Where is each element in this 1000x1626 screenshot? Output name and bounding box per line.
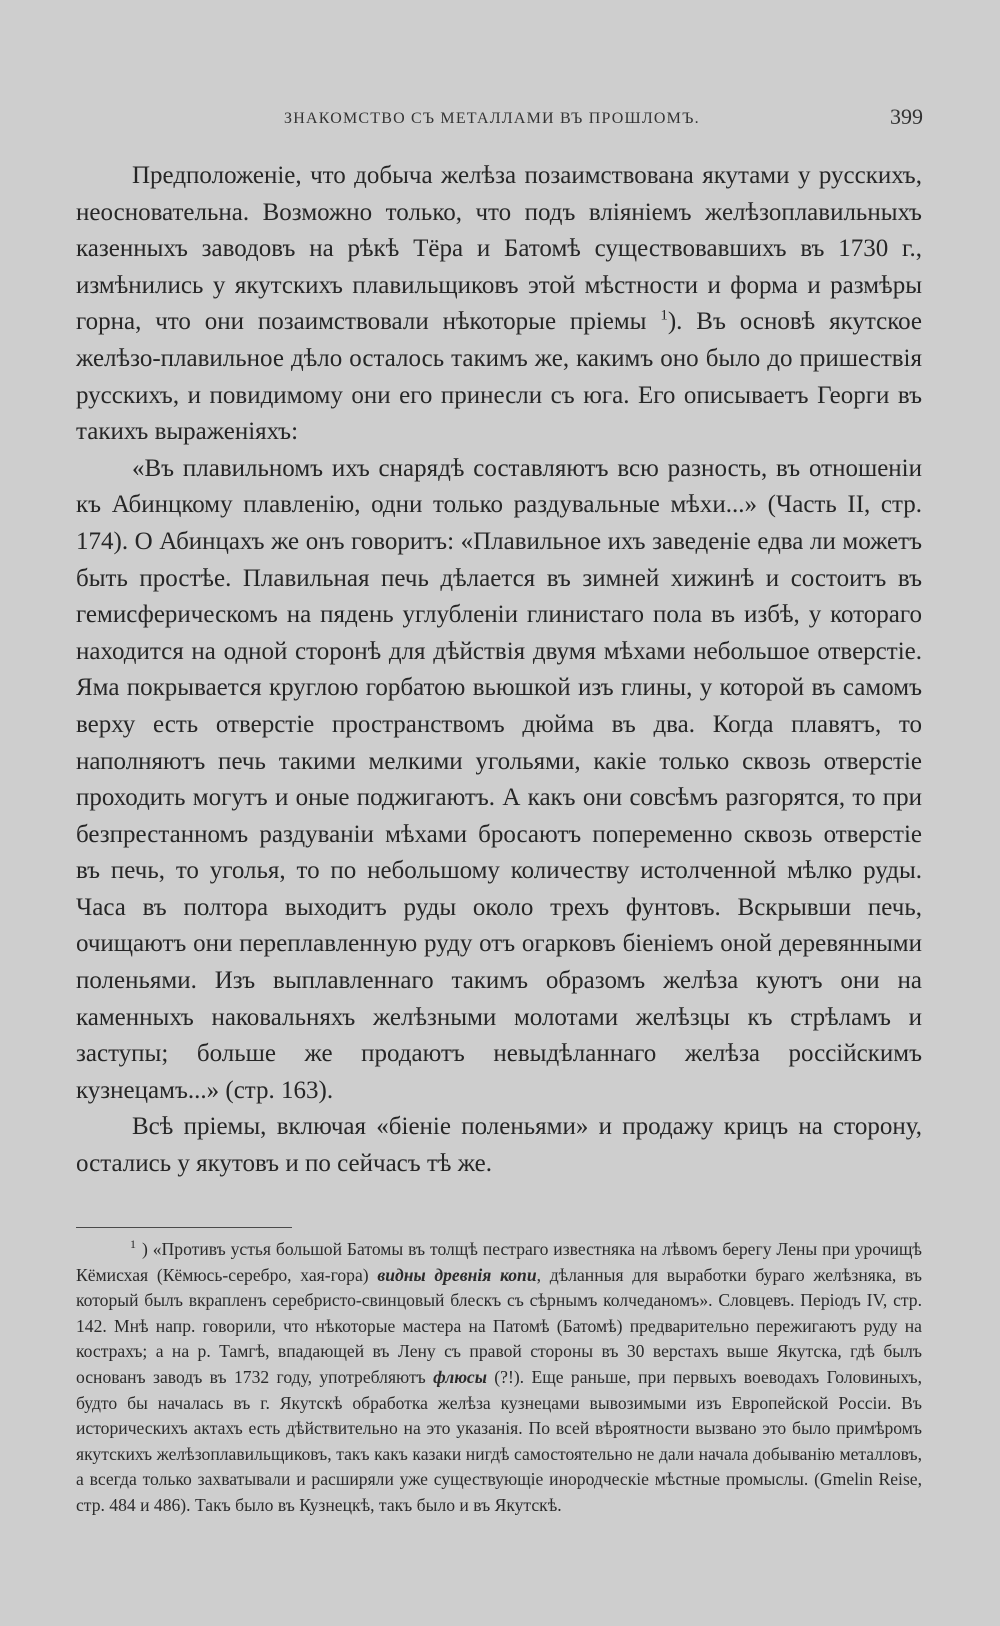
paragraph-1-part-a: Предположеніе, что добыча желѣза позаимствована якутами у русскихъ, неосновательна. Возможно только, что подъ вліяніемъ желѣзоплавильныхъ казенныхъ заводовъ на рѣкѣ Тёра и Батомѣ существовавшихъ въ 1730 г., измѣнились у якутскихъ плавильщиковъ этой мѣстности и форма и размѣры горна, что они позаимствовали нѣкоторые пріемы xyxy=(76,162,922,336)
paragraph-1-part-b: ). Въ основѣ якутское желѣзо-плавильное дѣло осталось такимъ же, какимъ оно было до пришествія русскихъ, и повидимому они его принесли съ юга. Его описываетъ Георги въ такихъ выраженіяхъ: xyxy=(76,308,922,446)
footnote-1 xyxy=(76,1237,922,1519)
footnote-text-c: (?!). Еще раньше, при первыхъ воеводахъ Головиныхъ, будто бы началась въ г. Якутскѣ обработка желѣза кузнецами вывозимыми изъ Европейской Россіи. Въ историческихъ актахъ есть дѣйствительно на это указанія. По всей вѣроятности вызвано это было примѣромъ якутскихъ желѣзоплавильщиковъ, такъ какъ казаки нигдѣ самостоятельно не дали начала добыванію металловъ, а всегда только захватывали и расширяли уже существующіе инородческіе мѣстные промыслы. (Gmelin Reise, стр. 484 и 486). Такъ было въ Кузнецкѣ, такъ было и въ Якутскѣ. xyxy=(76,1366,922,1515)
footnotes xyxy=(76,1237,922,1519)
footnote-divider xyxy=(76,1227,292,1228)
main-text xyxy=(76,158,922,1183)
footnote-text-b: , дѣланныя для выработки бураго желѣзняка, въ который былъ вкрапленъ серебристо-свинцовый блескъ съ сѣрнымъ колчеданомъ». Словцевъ. Періодъ IV, стр. 142. Мнѣ напр. говорили, что нѣкоторые мастера на Патомѣ (Батомѣ) предварительно пережигаютъ руду на кострахъ; а на р. Тамгѣ, впадающей въ Лену съ правой стороны въ 30 верстахъ выше Якутска, гдѣ былъ основанъ заводъ въ 1732 году, употребляютъ xyxy=(76,1264,922,1387)
paragraph-2: «Въ плавильномъ ихъ снарядѣ составляютъ всю разность, въ отношеніи къ Абинцкому плавленію, одни только раздувальные мѣхи...» (Часть II, стр. 174). О Абинцахъ же онъ говоритъ: «Плавильное ихъ заведеніе едва ли можетъ быть простѣе. Плавильная печь дѣлается въ зимней хижинѣ и состоитъ въ гемисферическомъ на пядень углубленіи глинистаго пола въ избѣ, у котораго находится на одной сторонѣ для дѣйствія двумя мѣхами небольшое отверстіе. Яма покрывается круглою горбатою вьюшкой изъ глины, у которой въ самомъ верху есть отверстіе пространствомъ дюйма въ два. Когда плавятъ, то наполняютъ печь такими мелкими угольями, какіе только сквозь отверстіе проходить могутъ и оные поджигаютъ. А какъ они совсѣмъ разгорятся, то при безпрестанномъ раздуваніи мѣхами бросаютъ попеременно сквозь отверстіе въ печь, то уголья, то по небольшому количеству истолченной мѣлко руды. Часа въ полтора выходитъ руды около трехъ фунтовъ. Вскрывши печь, очищаютъ они переплавленную руду отъ огарковъ біеніемъ оной деревянными поленьями. Изъ выплавленнаго такимъ образомъ желѣза куютъ они на каменныхъ наковальняхъ желѣзными молотами желѣзцы къ стрѣламъ и заступы; больше же продаютъ невыдѣланнаго желѣза россійскимъ кузнецамъ...» (стр. 163). xyxy=(76,454,922,1104)
footnote-emphasis: видны древнія копи xyxy=(377,1264,537,1285)
paragraph-1 xyxy=(76,158,922,451)
footnote-mark: 1 xyxy=(130,1237,136,1252)
footnote-emphasis-2: флюсы xyxy=(433,1366,487,1387)
footnote-reference[interactable]: 1 xyxy=(660,308,668,325)
running-title: ЗНАКОМСТВО СЪ МЕТАЛЛАМИ ВЪ ПРОШЛОМЪ. xyxy=(284,110,700,127)
page-header xyxy=(78,104,923,138)
footnote-text-a: ) «Противъ устья большой Батомы въ толщѣ пестраго известняка на лѣвомъ берегу Лены при урочищѣ Кёмисхая (Кёмюсь-серебро, хая-гора) xyxy=(76,1239,922,1285)
paragraph-3: Всѣ пріемы, включая «біеніе поленьями» и продажу крицъ на сторону, остались у якутовъ и по сейчасъ тѣ же. xyxy=(76,1113,922,1178)
page-number: 399 xyxy=(890,104,923,129)
